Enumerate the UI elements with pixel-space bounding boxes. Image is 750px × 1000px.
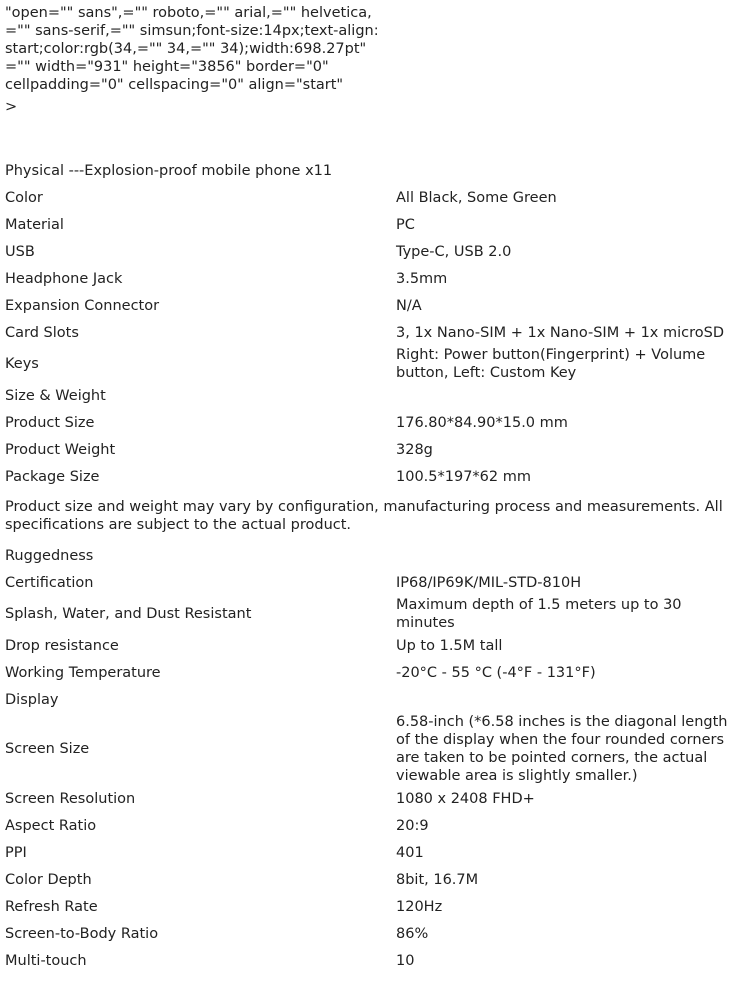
spec-label: Material [5, 216, 64, 233]
spec-value: IP68/IP69K/MIL-STD-810H [396, 574, 582, 591]
spec-value: 100.5*197*62 mm [396, 468, 531, 485]
raw-html-attribute-text: "open="" sans",="" roboto,="" arial,="" helvetica, ="" sans-serif,="" simsun;font-size:14px;text-align: start;color:rgb(34,="" 34,="" 34);width:698.27pt" ="" width="931" height="3856" border="0" cellpadding="0" cellspacing="0" align="start" [5, 5, 379, 93]
spec-label: Aspect Ratio [5, 817, 97, 834]
spec-label: Multi-touch [5, 952, 87, 969]
spec-row-aspect-ratio [5, 812, 750, 839]
spec-value: -20°C - 55 °C (-4°F - 131°F) [396, 664, 596, 681]
spec-value: 86% [396, 925, 429, 942]
spec-row-drop-resistance [5, 632, 750, 659]
spec-label: Product Weight [5, 441, 116, 458]
spec-table [5, 157, 750, 974]
spec-row-screen-resolution [5, 785, 750, 812]
spec-row-refresh-rate [5, 893, 750, 920]
spec-row-package-size [5, 463, 750, 490]
spec-row-color-depth [5, 866, 750, 893]
spec-value: All Black, Some Green [396, 189, 557, 206]
spec-value: 10 [396, 952, 415, 969]
spec-row-headphone-jack [5, 265, 750, 292]
spec-row-screen-to-body-ratio [5, 920, 750, 947]
spec-row-material [5, 211, 750, 238]
section-heading-physical: Physical ---Explosion-proof mobile phone x11 [5, 162, 333, 179]
spec-value: 3, 1x Nano-SIM + 1x Nano-SIM + 1x microSD [396, 324, 725, 341]
spec-row-working-temperature [5, 659, 750, 686]
spec-row-ppi [5, 839, 750, 866]
spec-label: Product Size [5, 414, 95, 431]
spec-label: PPI [5, 844, 27, 861]
spec-label: Expansion Connector [5, 297, 160, 314]
spec-row-screen-size [5, 713, 750, 785]
spec-value: PC [396, 216, 415, 233]
spec-row-product-size [5, 409, 750, 436]
spec-value: 20:9 [396, 817, 429, 834]
spec-value: 3.5mm [396, 270, 448, 287]
spec-label: Package Size [5, 468, 100, 485]
spec-label: Refresh Rate [5, 898, 98, 915]
spec-label: Color Depth [5, 871, 92, 888]
spec-row-product-weight [5, 436, 750, 463]
spec-value: 401 [396, 844, 424, 861]
spec-row-water-dust-resistance [5, 596, 750, 632]
size-weight-disclaimer: Product size and weight may vary by configuration, manufacturing process and measurements. All specifications are subject to the actual product. [5, 499, 723, 533]
spec-value: N/A [396, 297, 422, 314]
spec-label: Screen Size [5, 741, 90, 757]
spec-value: 120Hz [396, 898, 443, 915]
spec-label: Headphone Jack [5, 270, 123, 287]
spec-row-color [5, 184, 750, 211]
spec-label: Drop resistance [5, 637, 119, 654]
stray-angle-bracket: > [5, 99, 18, 115]
spec-row-keys [5, 346, 750, 382]
spec-label: Splash, Water, and Dust Resistant [5, 606, 252, 622]
spec-label: Screen Resolution [5, 790, 136, 807]
spec-row-certification [5, 569, 750, 596]
spec-row-usb [5, 238, 750, 265]
spec-label: Keys [5, 356, 39, 372]
spec-label: Working Temperature [5, 664, 161, 681]
spec-label: Color [5, 189, 43, 206]
spec-row-card-slots [5, 319, 750, 346]
spec-label: Card Slots [5, 324, 79, 341]
section-heading-size-weight: Size & Weight [5, 387, 106, 404]
spec-label: USB [5, 243, 35, 260]
spec-label: Screen-to-Body Ratio [5, 925, 159, 942]
spec-value: Maximum depth of 1.5 meters up to 30 minutes [396, 597, 682, 631]
spec-value: 1080 x 2408 FHD+ [396, 790, 535, 807]
section-heading-ruggedness: Ruggedness [5, 547, 94, 564]
spec-row-expansion-connector [5, 292, 750, 319]
spec-value: Up to 1.5M tall [396, 637, 503, 654]
spec-label: Certification [5, 574, 94, 591]
spec-value: Type-C, USB 2.0 [396, 243, 512, 260]
spec-value: 328g [396, 441, 433, 458]
spec-value: Right: Power button(Fingerprint) + Volume button, Left: Custom Key [396, 347, 706, 381]
section-heading-display: Display [5, 691, 59, 708]
spec-value: 176.80*84.90*15.0 mm [396, 414, 568, 431]
spec-value: 8bit, 16.7M [396, 871, 479, 888]
spec-row-multi-touch [5, 947, 750, 974]
spec-value: 6.58-inch (*6.58 inches is the diagonal length of the display when the four rounded corners are taken to be pointed corners, the actual viewable area is slightly smaller.) [396, 714, 728, 784]
